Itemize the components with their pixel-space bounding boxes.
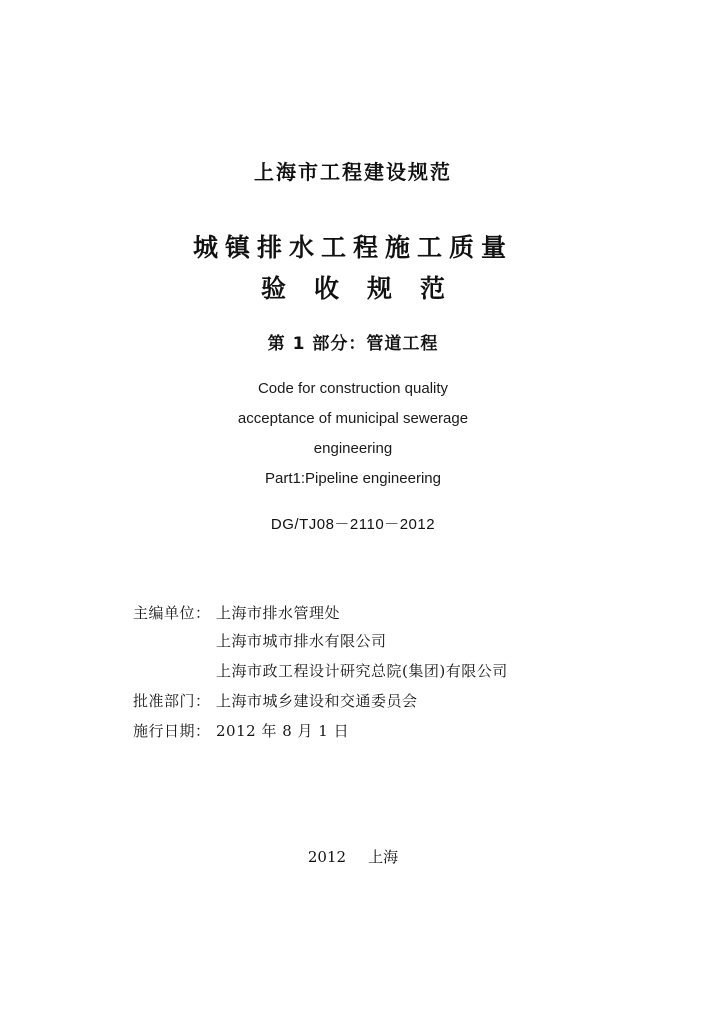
- footer: [0, 846, 706, 867]
- chief-editor-label: 主编单位：: [133, 604, 211, 622]
- main-title-line-1: 城镇排水工程施工质量: [192, 233, 513, 262]
- effective-date-label: 施行日期：: [133, 722, 211, 740]
- main-title-line-2: 验收规范: [260, 274, 473, 303]
- footer-place: 上海: [368, 848, 399, 866]
- chief-editor-3: 上海市政工程设计研究总院(集团)有限公司: [216, 662, 508, 680]
- english-title-line-1: Code for construction quality: [257, 380, 449, 397]
- english-title-line-3: engineering: [313, 440, 393, 457]
- series-title: 上海市工程建设规范: [254, 160, 452, 184]
- chief-editor-2: 上海市城市排水有限公司: [216, 632, 387, 650]
- part-title: 第 1 部分：管道工程: [267, 334, 439, 354]
- chief-editor-1: 上海市排水管理处: [216, 604, 341, 622]
- approval-dept: 上海市城乡建设和交通委员会: [216, 692, 418, 710]
- english-title-line-4: Part1:Pipeline engineering: [265, 470, 441, 487]
- standard-code: DG/TJ08－2110－2012: [270, 516, 436, 533]
- english-title-line-2: acceptance of municipal sewerage: [237, 410, 469, 427]
- effective-date: 2012 年 8 月 1 日: [216, 722, 350, 740]
- approval-label: 批准部门：: [133, 692, 211, 710]
- footer-year: 2012: [307, 848, 347, 866]
